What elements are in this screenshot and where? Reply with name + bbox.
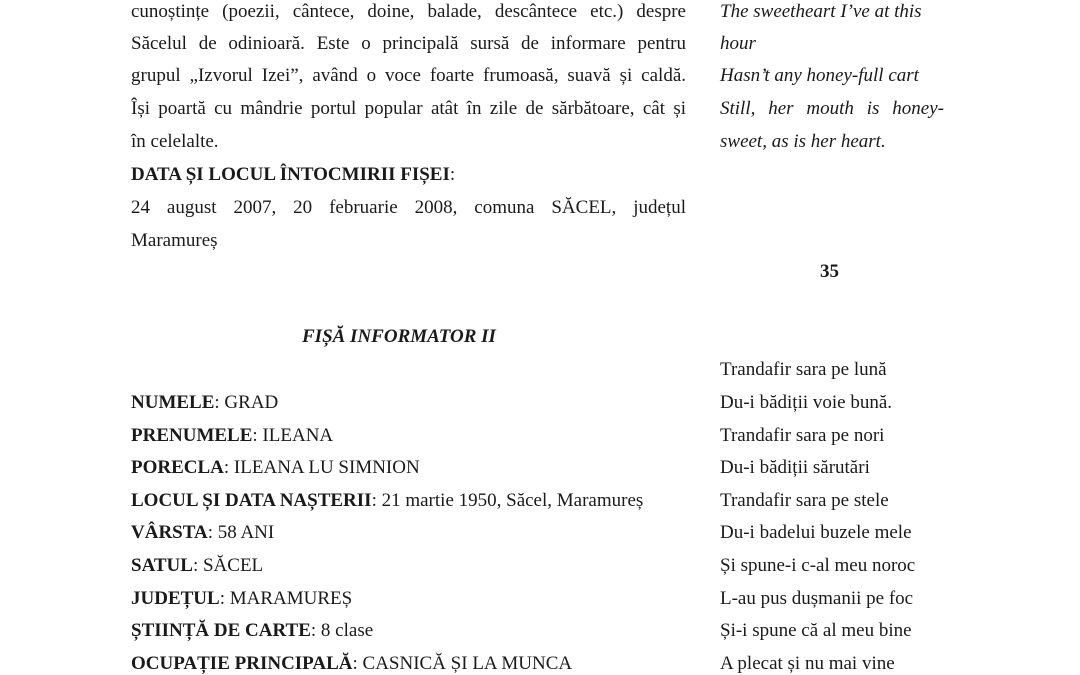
field-label: LOCUL ȘI DATA NAȘTERII [131,490,372,511]
english-line-1: The sweetheart I’ve at this [720,1,922,22]
record-place-label: DATA ȘI LOCUL ÎNTOCMIRII FIȘEI [131,164,450,185]
verse-line-7: Și spune-i c-al meu noroc [720,555,916,576]
field-value: : MARAMUREȘ [219,588,353,609]
field-prenume [131,425,333,447]
field-value: : 8 clase [310,620,374,641]
field-label: SATUL [131,555,193,576]
field-value: : 21 martie 1950, Săcel, Maramureș [371,490,644,511]
record-place-heading [131,164,455,186]
field-value: : 58 ANI [207,522,275,543]
section-heading: FIȘĂ INFORMATOR II [302,326,496,347]
record-place-sep: : [449,164,456,185]
english-line-3: Hasn’t any honey-full cart [720,65,919,86]
intro-line-5: în celelalte. [131,131,219,152]
field-value: : CASNICĂ ȘI LA MUNCA [352,653,573,674]
field-nastere [131,490,643,512]
record-place-line-1: 24 august 2007, 20 februarie 2008, comuna SĂCEL, județul [131,197,686,218]
record-place-line-2: Maramureș [131,230,218,251]
field-label: PORECLA [131,457,224,478]
field-varsta [131,522,274,544]
verse-line-8: L-au pus dușmanii pe foc [720,588,914,609]
field-label: NUMELE [131,392,215,413]
field-stiinta [131,620,373,642]
english-line-5: sweet, as is her heart. [720,131,886,152]
verse-line-6: Du-i badelui buzele mele [720,522,912,543]
verse-line-5: Trandafir sara pe stele [720,490,889,511]
field-value: : SĂCEL [192,555,264,576]
field-label: PRENUMELE [131,425,253,446]
verse-line-4: Du-i bădiții sărutări [720,457,870,478]
verse-line-10: A plecat și nu mai vine [720,653,895,674]
field-value: : ILEANA LU SIMNION [223,457,420,478]
verse-line-1: Trandafir sara pe lună [720,359,887,380]
verse-line-3: Trandafir sara pe nori [720,425,885,446]
intro-line-4: Își poartă cu mândrie portul popular atât în zile de sărbătoare, cât și [131,98,686,119]
field-satul [131,555,263,577]
field-value: : GRAD [214,392,279,413]
field-label: ȘTIINȚĂ DE CARTE [131,620,311,641]
english-line-4: Still, her mouth is honey- [720,98,944,119]
intro-line-2: Săcelul de odinioară. Este o principală sursă de informare pentru [131,33,686,54]
field-nume [131,392,278,414]
field-porecla [131,457,420,479]
field-ocupatie [131,653,572,675]
verse-line-9: Și-i spune că al meu bine [720,620,912,641]
field-value: : ILEANA [252,425,334,446]
field-label: OCUPAȚIE PRINCIPALĂ [131,653,353,674]
verse-line-2: Du-i bădiții voie bună. [720,392,893,413]
field-label: JUDEȚUL [131,588,220,609]
field-judetul [131,588,352,610]
page-number: 35 [820,261,839,282]
intro-line-3: grupul „Izvorul Izei”, având o voce foarte frumoasă, suavă și caldă. [131,65,686,86]
english-line-2: hour [720,33,756,54]
intro-line-1: cunoștințe (poezii, cântece, doine, balade, descântece etc.) despre [131,1,686,22]
field-label: VÂRSTA [131,522,208,543]
